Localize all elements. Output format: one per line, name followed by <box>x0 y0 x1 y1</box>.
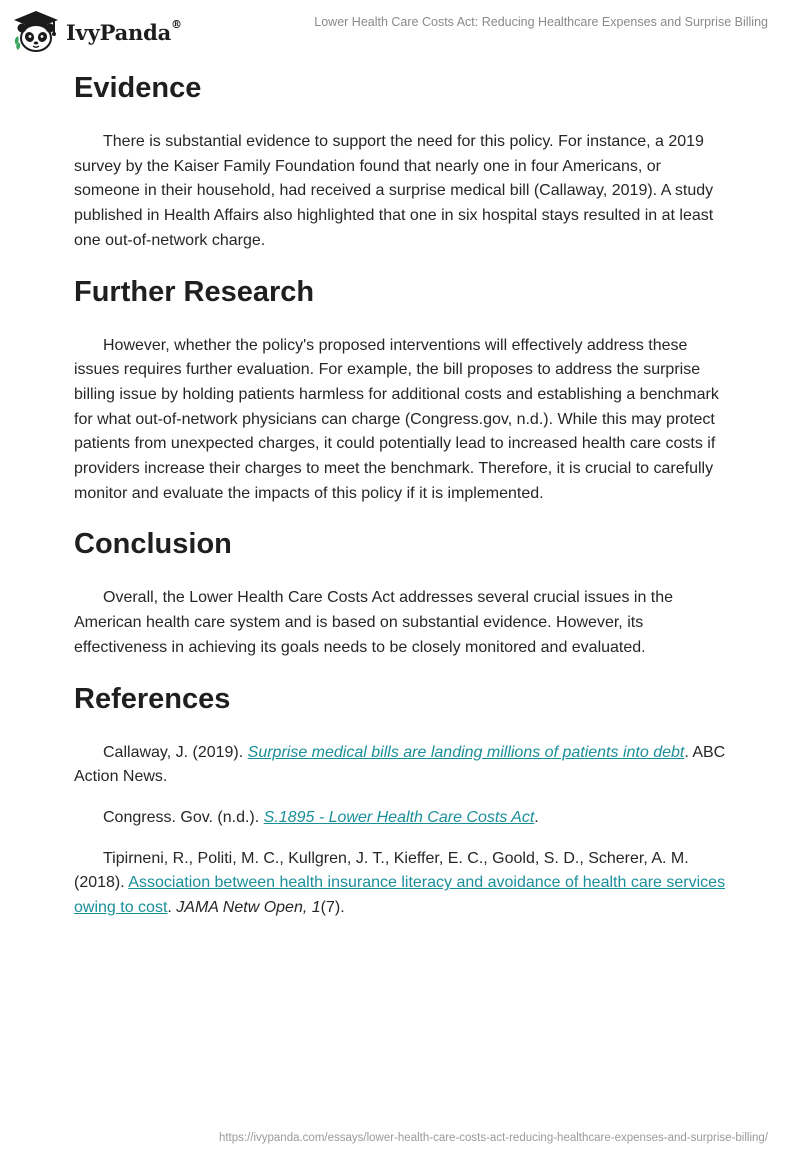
reference-link[interactable]: S.1895 - Lower Health Care Costs Act <box>263 808 535 826</box>
reference-link[interactable]: Surprise medical bills are landing millions of patients into debt <box>247 743 685 761</box>
reference-text: (7). <box>320 899 345 917</box>
reference-text: . <box>534 808 539 826</box>
essay-content <box>74 68 730 937</box>
reference-text: . <box>167 899 177 917</box>
reference-text: Callaway, J. (2019). <box>103 743 248 761</box>
reference-item <box>74 741 730 790</box>
section-heading: References <box>74 682 231 715</box>
journal-name: JAMA Netw Open, 1 <box>176 899 321 917</box>
reference-text: Tipirneni, R., Politi, M. C., Kullgren, J. T., Kieffer, E. C., Goold, S. D., Scherer, A. M. (2018). <box>74 849 689 892</box>
section-paragraph: Overall, the Lower Health Care Costs Act addresses several crucial issues in the American health care system and is based on substantial evidence. However, its effectiveness in achieving its goals needs to be closely monitored and evaluated. <box>74 589 674 656</box>
section-further-research <box>74 272 730 507</box>
reference-item <box>74 847 730 921</box>
section-paragraph: There is substantial evidence to support the need for this policy. For instance, a 2019 survey by the Kaiser Family Foundation found that nearly one in four Americans, or someone in their household, had received a surprise medical bill (Callaway, 2019). A study published in Health Affairs also highlighted that one in six hospital stays resulted in at least one out-of-network charge. <box>74 133 714 249</box>
reference-link[interactable]: Association between health insurance literacy and avoidance of health care services owing to cost <box>74 874 726 917</box>
section-references <box>74 679 730 921</box>
section-conclusion <box>74 524 730 660</box>
section-heading: Further Research <box>74 275 315 308</box>
footer-url: https://ivypanda.com/essays/lower-health-care-costs-act-reducing-healthcare-expenses-and-surprise-billing/ <box>218 1132 768 1144</box>
reference-text: Congress. Gov. (n.d.). <box>103 808 264 826</box>
panda-graduate-icon <box>12 9 60 53</box>
brand-name: IvyPanda® <box>66 17 182 45</box>
reference-item <box>74 806 730 831</box>
section-evidence <box>74 68 730 254</box>
reference-text: . ABC Action News. <box>74 743 726 786</box>
ivypanda-logo[interactable] <box>12 8 182 54</box>
registered-mark: ® <box>171 17 182 31</box>
page-header <box>0 0 800 60</box>
section-heading: Evidence <box>74 72 202 104</box>
section-heading: Conclusion <box>74 528 232 561</box>
section-paragraph: However, whether the policy's proposed interventions will effectively address these issues requires further evaluation. For example, the bill proposes to address the surprise billing issue by holding patients harmless for additional costs and establishing a benchmark for what out-of-network physicians can charge (Congress.gov, n.d.). While this may protect patients from unexpected charges, it could potentially lead to increased health care costs if providers increase their charges to meet the benchmark. Therefore, it is crucial to carefully monitor and evaluate the impacts of this policy if it is implemented. <box>74 336 719 502</box>
document-title: Lower Health Care Costs Act: Reducing Healthcare Expenses and Surprise Billing <box>314 15 768 29</box>
